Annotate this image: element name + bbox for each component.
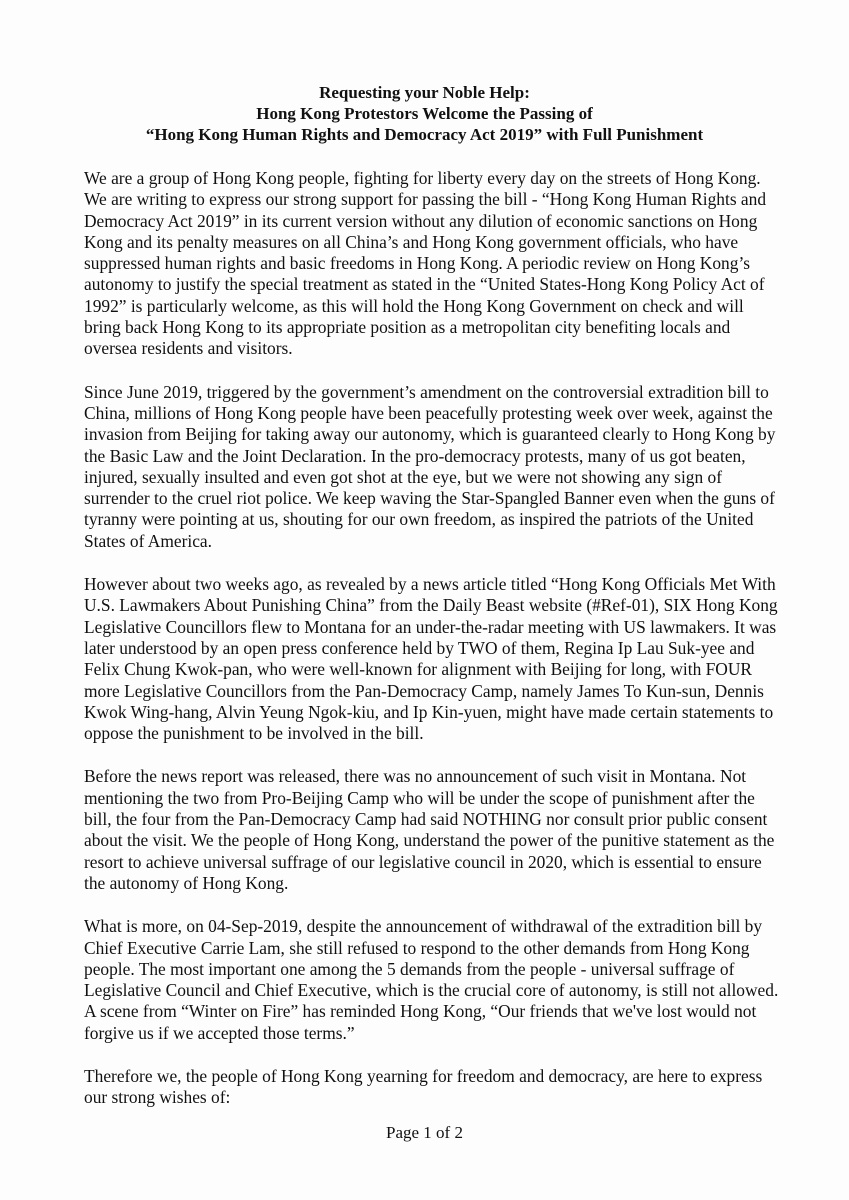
paragraph-line: oversea residents and visitors.	[84, 338, 293, 359]
paragraph-line: A scene from “Winter on Fire” has reminded Hong Kong, “Our friends that we've lost would not	[84, 1001, 757, 1022]
paragraph-line: bring back Hong Kong to its appropriate position as a metropolitan city benefiting locals and	[84, 317, 731, 338]
paragraph-line: Kwok Wing-hang, Alvin Yeung Ngok-kiu, and Ip Kin-yuen, might have made certain statements to	[84, 701, 774, 722]
paragraph-line: What is more, on 04-Sep-2019, despite the announcement of withdrawal of the extradition bill by	[84, 916, 763, 937]
paragraph-line: forgive us if we accepted those terms.”	[84, 1022, 355, 1043]
paragraph-line: We are a group of Hong Kong people, fighting for liberty every day on the streets of Hong Kong.	[84, 168, 761, 188]
paragraph-line: Democracy Act 2019” in its current version without any dilution of economic sanctions on Hong	[84, 210, 758, 231]
paragraph-line: Felix Chung Kwok-pan, who were well-known for alignment with Beijing for long, with FOUR	[84, 659, 753, 680]
paragraph-2	[84, 382, 774, 552]
title-line-1: Requesting your Noble Help:	[319, 83, 530, 102]
paragraph-line: the autonomy of Hong Kong.	[84, 872, 289, 893]
paragraph-line: Since June 2019, triggered by the government’s amendment on the controversial extradition bill to	[84, 381, 769, 402]
paragraph-line: surrender to the cruel riot police. We keep waving the Star-Spangled Banner even when the guns of	[84, 488, 775, 509]
paragraph-line: Chief Executive Carrie Lam, she still refused to respond to the other demands from Hong Kong	[84, 937, 750, 958]
paragraph-line: more Legislative Councillors from the Pan-Democracy Camp, namely James To Kun-sun, Dennis	[84, 680, 764, 701]
paragraph-4	[84, 766, 774, 894]
paragraph-5	[84, 916, 779, 1044]
paragraph-line: the Basic Law and the Joint Declaration. In the pro-democracy protests, many of us got beaten,	[84, 445, 746, 466]
paragraph-line: about the visit. We the people of Hong Kong, understand the power of the punitive statement as the	[84, 830, 775, 851]
paragraph-line: injured, sexually insulted and even got shot at the eye, but we were not showing any sign of	[84, 466, 723, 487]
paragraph-line: invasion from Beijing for taking away our autonomy, which is guaranteed clearly to Hong Kong by	[84, 424, 776, 445]
paragraph-line: However about two weeks ago, as revealed by a news article titled “Hong Kong Officials Met With	[84, 574, 776, 595]
paragraph-3	[84, 574, 778, 744]
paragraph-line: 1992” is particularly welcome, as this will hold the Hong Kong Government on check and will	[84, 295, 744, 316]
document-body	[84, 168, 779, 1131]
paragraph-line: Kong and its penalty measures on all China’s and Hong Kong government officials, who have	[84, 231, 739, 252]
page-number: Page 1 of 2	[386, 1123, 463, 1142]
title-line-3: “Hong Kong Human Rights and Democracy Act 2019” with Full Punishment	[145, 125, 704, 144]
paragraph-line: Legislative Council and Chief Executive, which is the crucial core of autonomy, is still not allowed.	[84, 980, 779, 1001]
paragraph-line: States of America.	[84, 530, 212, 551]
paragraph-line: bill, the four from the Pan-Democracy Camp had said NOTHING nor consult prior public consent	[84, 809, 768, 830]
paragraph-line: tyranny were pointing at us, shouting for our own freedom, as inspired the patriots of the United	[84, 509, 754, 530]
paragraph-6	[84, 1066, 774, 1109]
title-line-2: Hong Kong Protestors Welcome the Passing of	[256, 104, 593, 123]
paragraph-line: later understood by an open press conference held by TWO of them, Regina Ip Lau Suk-yee and	[84, 637, 755, 658]
paragraph-line: Legislative Councillors flew to Montana for an under-the-radar meeting with US lawmakers. It was	[84, 616, 777, 637]
paragraph-line: our strong wishes of:	[84, 1087, 231, 1108]
paragraph-line: Therefore we, the people of Hong Kong yearning for freedom and democracy, are here to express	[84, 1065, 763, 1086]
paragraph-1	[84, 168, 774, 360]
document-title	[60, 82, 789, 145]
paragraph-line: resort to achieve universal suffrage of our legislative council in 2020, which is essential to ensure	[84, 851, 762, 872]
paragraph-line: mentioning the two from Pro-Beijing Camp who will be under the scope of punishment after the	[84, 787, 755, 808]
paragraph-line: people. The most important one among the 5 demands from the people - universal suffrage of	[84, 958, 735, 979]
paragraph-line: suppressed human rights and basic freedoms in Hong Kong. A periodic review on Hong Kong’s	[84, 253, 751, 274]
paragraph-line: We are writing to express our strong support for passing the bill - “Hong Kong Human Rights and	[84, 189, 767, 210]
paragraph-line: oppose the punishment to be involved in the bill.	[84, 723, 424, 744]
paragraph-line: U.S. Lawmakers About Punishing China” from the Daily Beast website (#Ref-01), SIX Hong Kong	[84, 595, 778, 616]
paragraph-line: China, millions of Hong Kong people have been peacefully protesting week over week, against the	[84, 402, 773, 423]
paragraph-line: Before the news report was released, there was no announcement of such visit in Montana. Not	[84, 766, 747, 787]
paragraph-line: autonomy to justify the special treatment as stated in the “United States-Hong Kong Policy Act of	[84, 274, 765, 295]
